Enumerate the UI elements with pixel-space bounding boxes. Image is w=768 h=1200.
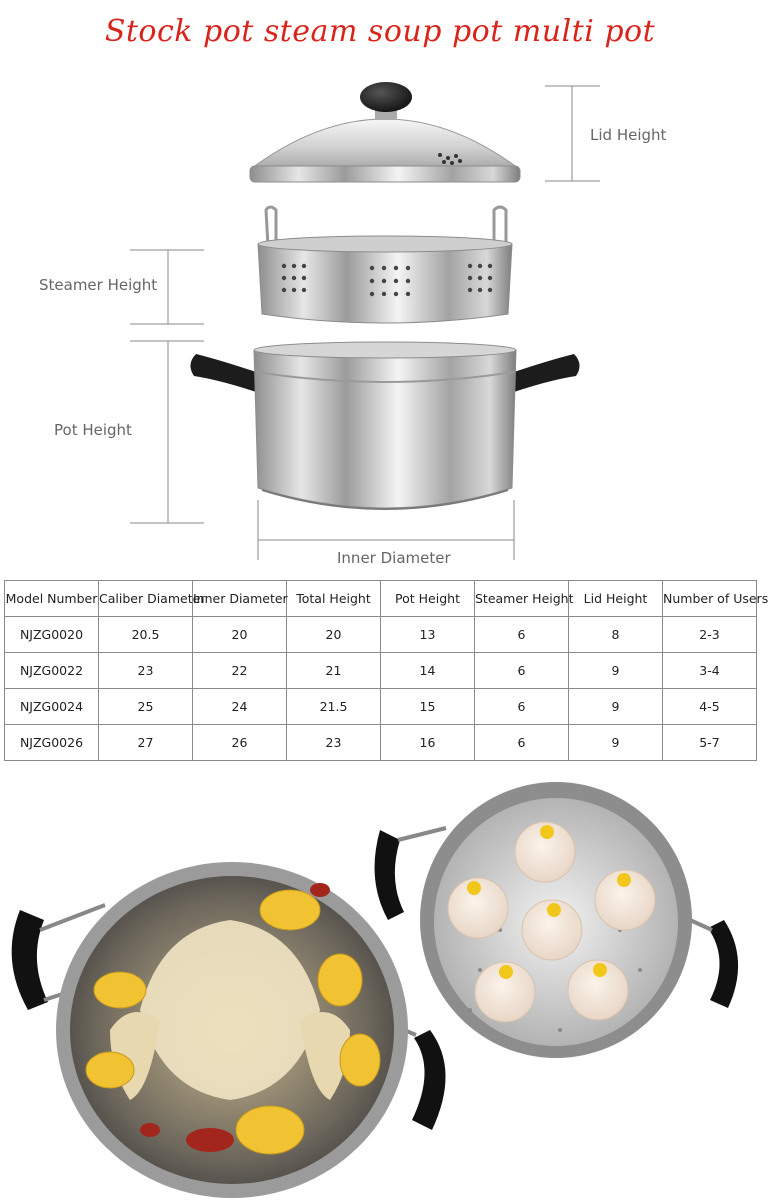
usage-photos [0, 770, 760, 1200]
table-cell: 22 [193, 653, 287, 689]
table-cell: 15 [381, 689, 475, 725]
header-inner-diameter: Inner Diameter [193, 581, 287, 617]
table-cell: 6 [475, 689, 569, 725]
table-row [5, 725, 757, 761]
table-cell: 20.5 [99, 617, 193, 653]
table-cell: 3-4 [663, 653, 757, 689]
table-cell: NJZG0022 [5, 653, 99, 689]
table-cell: 9 [569, 653, 663, 689]
table-cell: 8 [569, 617, 663, 653]
table-cell: 9 [569, 725, 663, 761]
table-cell: 20 [287, 617, 381, 653]
table-cell: NJZG0020 [5, 617, 99, 653]
table-cell: NJZG0024 [5, 689, 99, 725]
table-cell: NJZG0026 [5, 725, 99, 761]
table-cell: 13 [381, 617, 475, 653]
header-steamer-height: Steamer Height [475, 581, 569, 617]
table-cell: 26 [193, 725, 287, 761]
header-caliber-diameter: Caliber Diameter [99, 581, 193, 617]
header-lid-height: Lid Height [569, 581, 663, 617]
table-cell: 2-3 [663, 617, 757, 653]
table-cell: 6 [475, 725, 569, 761]
table-cell: 5-7 [663, 725, 757, 761]
page-title: Stock pot steam soup pot multi pot [104, 14, 656, 49]
table-header-row [5, 581, 757, 617]
table-row [5, 617, 757, 653]
table-cell: 23 [99, 653, 193, 689]
table-cell: 23 [287, 725, 381, 761]
table-cell: 6 [475, 653, 569, 689]
table-cell: 25 [99, 689, 193, 725]
table-cell: 6 [475, 617, 569, 653]
steamer-icon [258, 207, 512, 323]
dumpling-steamer-photo [375, 782, 739, 1058]
inner-diameter-label: Inner Diameter [334, 549, 454, 567]
table-cell: 20 [193, 617, 287, 653]
table-cell: 21 [287, 653, 381, 689]
lid-height-label: Lid Height [590, 126, 667, 144]
header-total-height: Total Height [287, 581, 381, 617]
steamer-height-label: Steamer Height [39, 276, 158, 294]
table-cell: 24 [193, 689, 287, 725]
table-row [5, 689, 757, 725]
header-model-number: Model Number [5, 581, 99, 617]
header-number-of-users: Number of Users [663, 581, 757, 617]
header-pot-height: Pot Height [381, 581, 475, 617]
lid-icon [250, 82, 520, 182]
table-cell: 9 [569, 689, 663, 725]
pot-icon [190, 342, 579, 509]
soup-pot-photo [12, 862, 446, 1198]
table-cell: 16 [381, 725, 475, 761]
table-cell: 4-5 [663, 689, 757, 725]
table-cell: 27 [99, 725, 193, 761]
table-cell: 14 [381, 653, 475, 689]
table-cell: 21.5 [287, 689, 381, 725]
spec-table [4, 580, 768, 761]
table-row [5, 653, 757, 689]
pot-height-label: Pot Height [54, 421, 132, 439]
